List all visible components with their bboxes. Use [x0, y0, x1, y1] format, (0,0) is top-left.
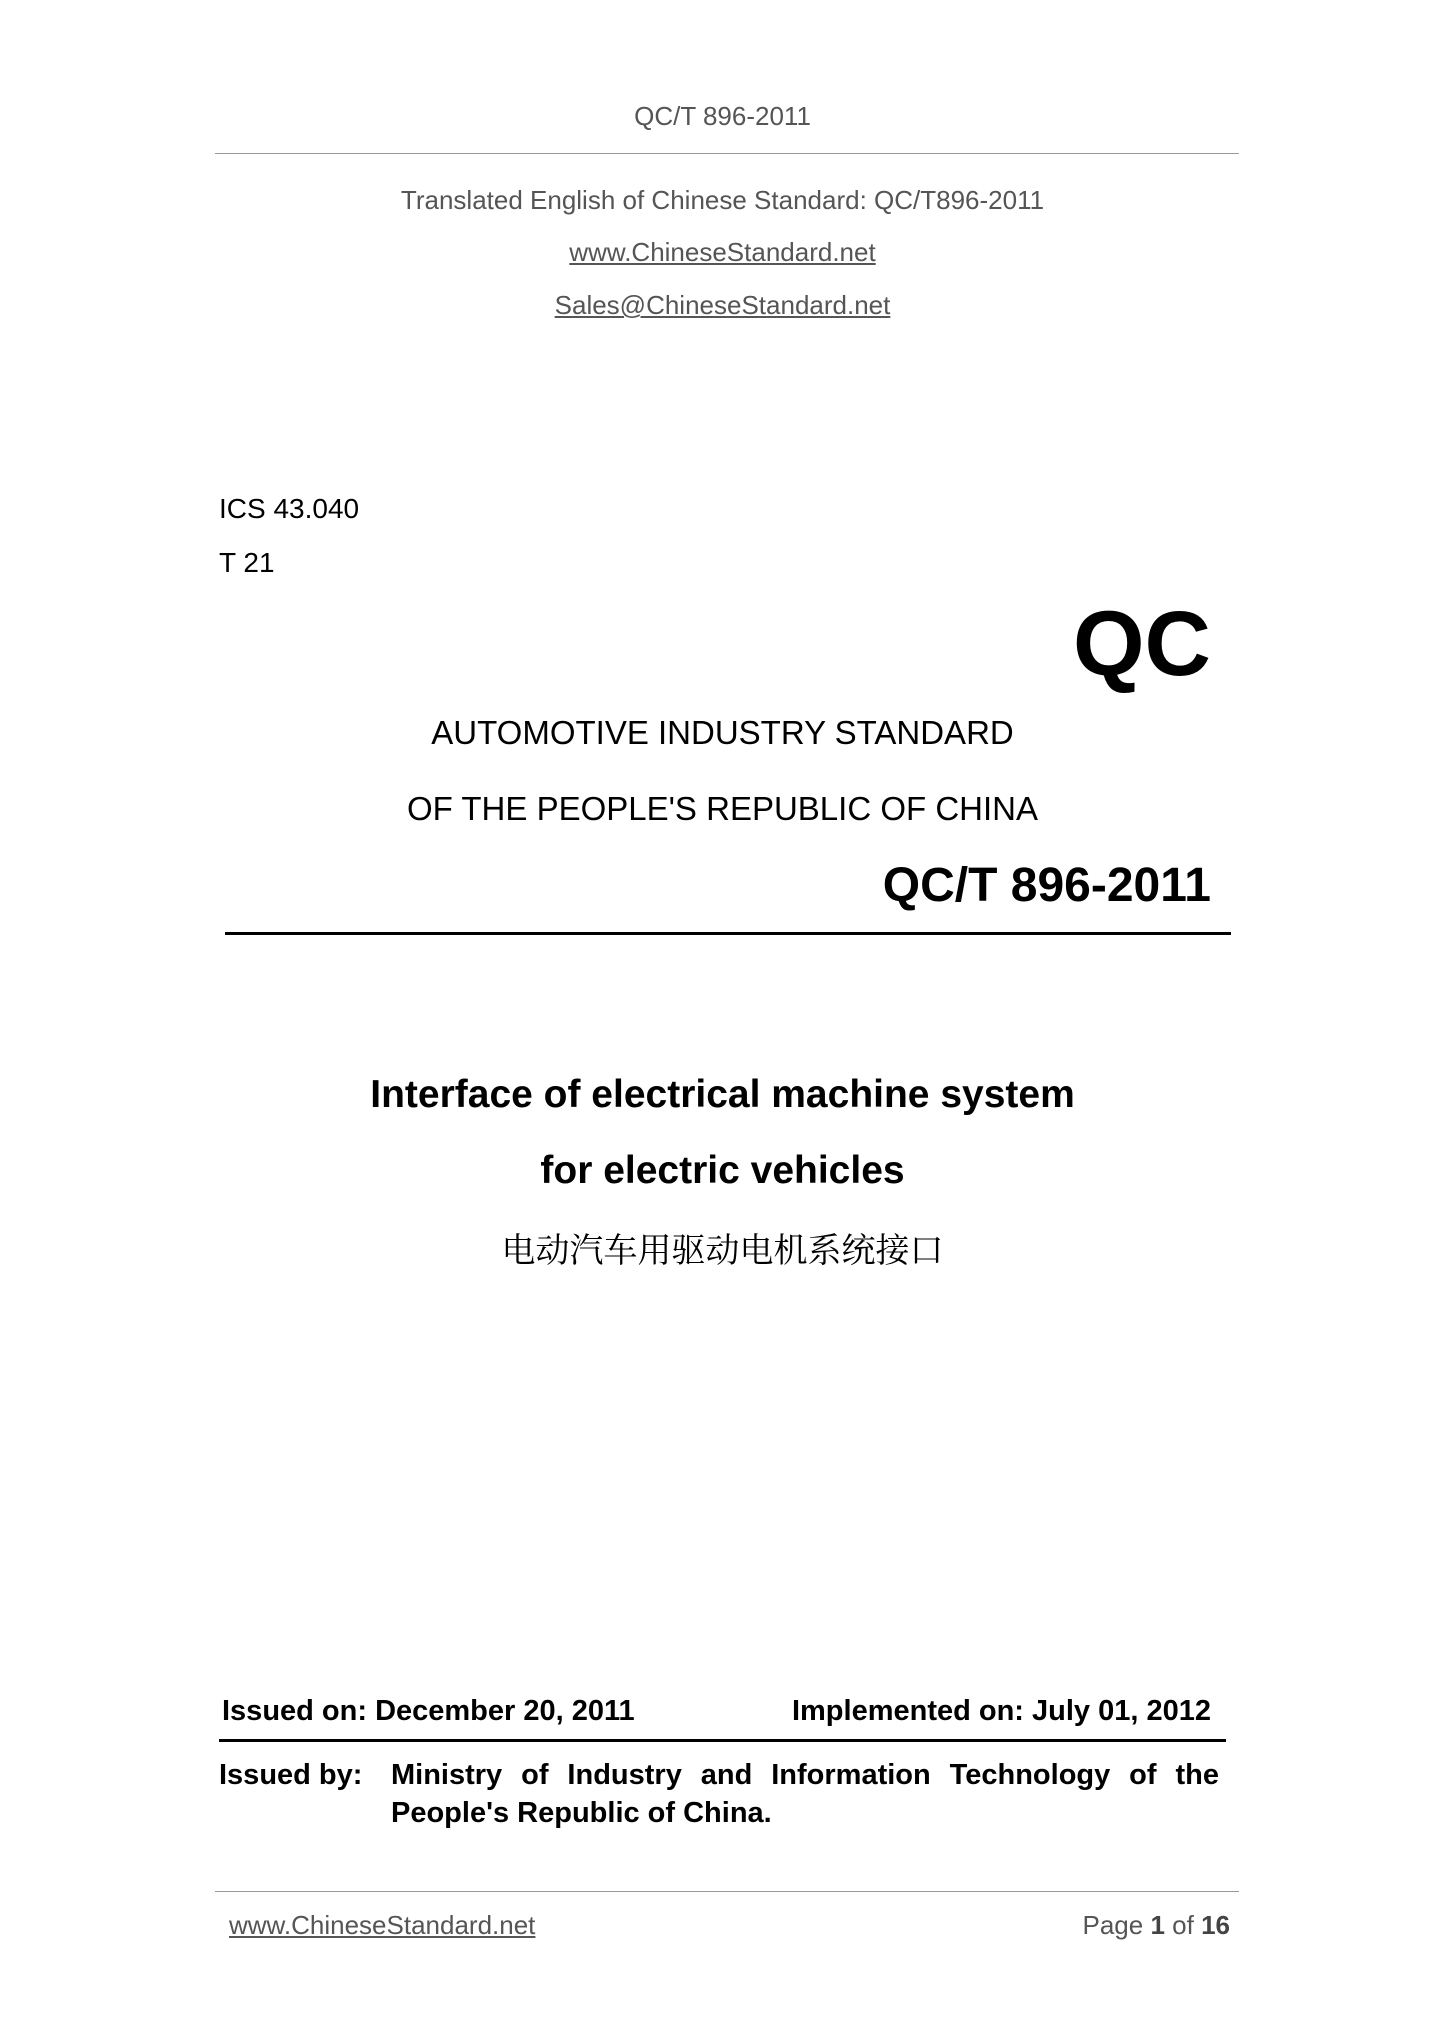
header-divider [215, 153, 1239, 154]
translated-note: Translated English of Chinese Standard: QC/T896-2011 [400, 185, 1045, 215]
implemented-on: Implemented on: July 01, 2012 [791, 1695, 1211, 1727]
page-indicator [1082, 1910, 1230, 1941]
footer-website-link[interactable]: www.ChineseStandard.net [229, 1910, 536, 1940]
email-link[interactable]: Sales@ChineseStandard.net [554, 290, 891, 320]
title-divider [225, 932, 1231, 935]
page-label: Page [1082, 1910, 1144, 1940]
dates-divider [219, 1739, 1226, 1742]
website-link[interactable]: www.ChineseStandard.net [569, 237, 876, 267]
org-line-2: OF THE PEOPLE'S REPUBLIC OF CHINA [407, 790, 1038, 827]
ics-code: ICS 43.040 [219, 493, 360, 524]
standard-number: QC/T 896-2011 [882, 859, 1211, 912]
page-current: 1 [1150, 1910, 1165, 1940]
document-title-line-1: Interface of electrical machine system [370, 1073, 1075, 1116]
page-total: 16 [1201, 1910, 1230, 1940]
issuer-text: Ministry of Industry and Information Technology of the People's Republic of China. [391, 1759, 1219, 1829]
issued-on: Issued on: December 20, 2011 [222, 1695, 635, 1727]
footer-divider [215, 1891, 1239, 1892]
org-line-1: AUTOMOTIVE INDUSTRY STANDARD [431, 714, 1014, 751]
document-title-line-2: for electric vehicles [540, 1149, 905, 1192]
page-of: of [1172, 1910, 1194, 1940]
document-title-chinese: 电动汽车用驱动电机系统接口 [501, 1232, 944, 1270]
issuer-label: Issued by: [219, 1759, 363, 1791]
header-code: QC/T 896-2011 [634, 101, 811, 131]
t-code: T 21 [219, 547, 275, 578]
qc-badge: QC [1073, 593, 1211, 695]
